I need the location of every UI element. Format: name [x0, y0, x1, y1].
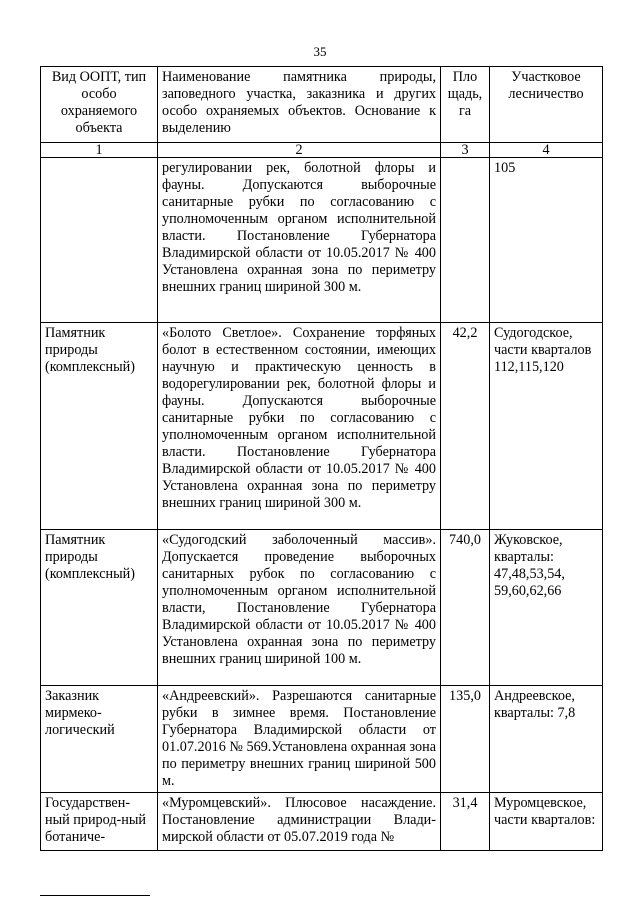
- cell-area: 42,2: [441, 323, 490, 530]
- cell-forestry: 105: [490, 158, 603, 323]
- footnote-divider: [40, 895, 150, 896]
- cell-forestry: Андреевское, кварталы: 7,8: [490, 686, 603, 793]
- cell-forestry: Судогодское, части кварталов 112,115,120: [490, 323, 603, 530]
- table-row: [41, 158, 603, 323]
- header-name: Наименование памятника природы, заповедного участка, заказника и других особо охраняемых объектов. Основание к выделению: [158, 67, 441, 143]
- cell-area: 135,0: [441, 686, 490, 793]
- cell-type: Памятник природы (комплексный): [41, 323, 158, 530]
- cell-forestry: Жуковское, кварталы: 47,48,53,54, 59,60,62,66: [490, 530, 603, 686]
- table-row: [41, 323, 603, 530]
- header-forestry: Участковое лесничество: [490, 67, 603, 143]
- cell-type: Заказник мирмеко-логический: [41, 686, 158, 793]
- cell-description: «Судогодский заболоченный массив». Допускается проведение выборочных санитарных рубок по согласованию с уполномоченным органом исполнительной власти, Постановление Губернатора Владимирской области от 10.05.2017 № 400 Установлена охранная зона по периметру внешних границ шириной 100 м.: [158, 530, 441, 686]
- table-row: [41, 793, 603, 851]
- cell-description: регулировании рек, болотной флоры и фауны. Допускаются выборочные санитарные рубки по согласованию с уполномоченным органом исполнительной власти. Постановление Губернатора Владимирской области от 10.05.2017 № 400 Установлена охранная зона по периметру внешних границ шириной 300 м.: [158, 158, 441, 323]
- column-number: 4: [490, 143, 603, 158]
- table-row: [41, 686, 603, 793]
- column-number-row: [41, 143, 603, 158]
- cell-forestry: Муромцевское, части кварталов:: [490, 793, 603, 851]
- protected-areas-table: [40, 66, 603, 851]
- table-header-row: [41, 67, 603, 143]
- cell-type: Государствен-ный природ-ный ботаниче-: [41, 793, 158, 851]
- column-number: 1: [41, 143, 158, 158]
- cell-description: «Муромцевский». Плюсовое насаждение. Постановление администрации Влади-мирской области от 05.07.2019 года №: [158, 793, 441, 851]
- table-row: [41, 530, 603, 686]
- cell-area: [441, 158, 490, 323]
- column-number: 3: [441, 143, 490, 158]
- cell-type: Памятник природы (комплексный): [41, 530, 158, 686]
- column-number: 2: [158, 143, 441, 158]
- cell-type: [41, 158, 158, 323]
- cell-area: 31,4: [441, 793, 490, 851]
- cell-description: «Андреевский». Разрешаются санитарные рубки в зимнее время. Постановление Губернатора Владимирской области от 01.07.2016 № 569.Установлена охранная зона по периметру внешних границ шириной 500 м.: [158, 686, 441, 793]
- cell-area: 740,0: [441, 530, 490, 686]
- cell-description: «Болото Светлое». Сохранение торфяных болот в естественном состоянии, имеющих научную и практическую ценность в водорегулировании рек, болотной флоры и фауны. Допускаются выборочные санитарные рубки по согласованию с уполномоченным органом исполнительной власти. Постановление Губернатора Владимирской области от 10.05.2017 № 400 Установлена охранная зона по периметру внешних границ шириной 300 м.: [158, 323, 441, 530]
- header-type: Вид ООПТ, тип особо охраняемого объекта: [41, 67, 158, 143]
- page-number: 35: [313, 44, 327, 59]
- header-area: Пло щадь, га: [441, 67, 490, 143]
